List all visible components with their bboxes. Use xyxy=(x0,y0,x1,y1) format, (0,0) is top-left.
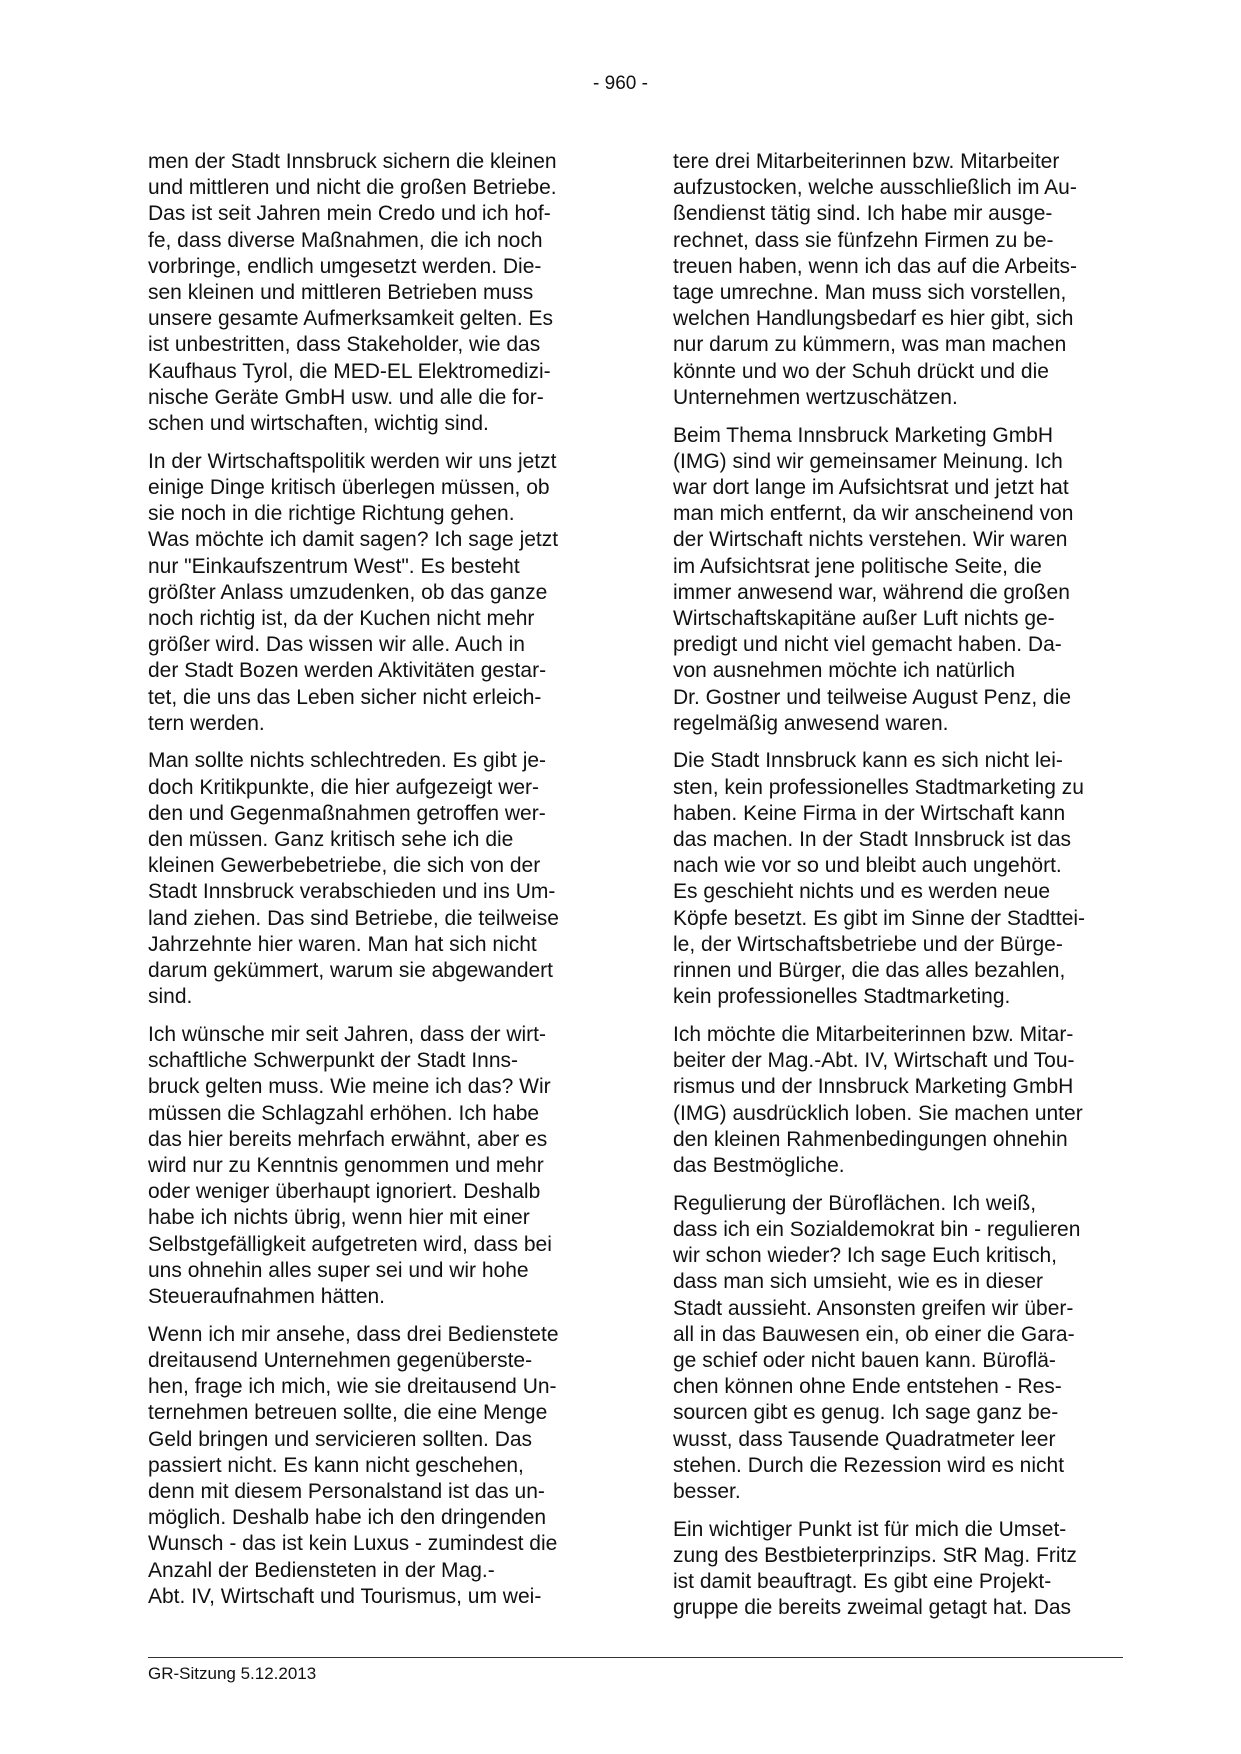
text-line: der Wirtschaft nichts verstehen. Wir waren xyxy=(673,528,1068,552)
text-line: kleinen Gewerbebetriebe, die sich von der xyxy=(148,854,541,878)
text-line: ist damit beauftragt. Es gibt eine Projekt- xyxy=(673,1570,1052,1594)
text-line: wusst, dass Tausende Quadratmeter leer xyxy=(673,1427,1056,1451)
text-line: Abt. IV, Wirtschaft und Tourismus, um wei- xyxy=(148,1584,542,1608)
text-line: dass ich ein Sozialdemokrat bin - regulieren xyxy=(673,1217,1081,1241)
text-line: schaftliche Schwerpunkt der Stadt Inns- xyxy=(148,1049,519,1073)
text-line: bruck gelten muss. Wie meine ich das? Wir xyxy=(148,1075,551,1099)
text-line: größter Anlass umzudenken, ob das ganze xyxy=(148,580,548,604)
text-line: passiert nicht. Es kann nicht geschehen, xyxy=(148,1453,524,1477)
text-line: fe, dass diverse Maßnahmen, die ich noch xyxy=(148,228,543,252)
paragraph xyxy=(148,449,600,737)
text-line: den müssen. Ganz kritisch sehe ich die xyxy=(148,828,514,852)
text-line: hen, frage ich mich, wie sie dreitausend Un- xyxy=(148,1375,557,1399)
text-line: und mittleren und nicht die großen Betriebe. xyxy=(148,176,557,200)
paragraph xyxy=(673,1191,1125,1505)
paragraph xyxy=(148,149,600,437)
text-line: Dr. Gostner und teilweise August Penz, die xyxy=(673,685,1072,709)
text-line: stehen. Durch die Rezession wird es nicht xyxy=(673,1453,1065,1477)
text-line: sen kleinen und mittleren Betrieben muss xyxy=(148,281,534,305)
text-line: nach wie vor so und bleibt auch ungehört. xyxy=(673,854,1062,878)
text-line: das hier bereits mehrfach erwähnt, aber es xyxy=(148,1127,548,1151)
text-line: Anzahl der Bediensteten in der Mag.- xyxy=(148,1558,495,1582)
text-line: all in das Bauwesen ein, ob einer die Gara- xyxy=(673,1322,1075,1346)
text-line: von ausnehmen möchte ich natürlich xyxy=(673,659,1016,683)
text-line: wir schon wieder? Ich sage Euch kritisch, xyxy=(673,1244,1057,1268)
text-line: darum gekümmert, warum sie abgewandert xyxy=(148,959,554,983)
text-line: In der Wirtschaftspolitik werden wir uns jetzt xyxy=(148,449,557,473)
text-line: Beim Thema Innsbruck Marketing GmbH xyxy=(673,423,1054,447)
text-line: tage umrechne. Man muss sich vorstellen, xyxy=(673,281,1067,305)
text-line: Die Stadt Innsbruck kann es sich nicht lei- xyxy=(673,749,1063,773)
text-line: ge schief oder nicht bauen kann. Büroflä- xyxy=(673,1348,1056,1372)
text-line: rechnet, dass sie fünfzehn Firmen zu be- xyxy=(673,228,1054,252)
text-line: Das ist seit Jahren mein Credo und ich hof- xyxy=(148,202,551,226)
text-line: ist unbestritten, dass Stakeholder, wie das xyxy=(148,333,541,357)
paragraph xyxy=(148,748,600,1010)
footer-divider xyxy=(148,1657,1123,1658)
text-line: nur "Einkaufszentrum West". Es besteht xyxy=(148,554,520,578)
text-line: dreitausend Unternehmen gegenüberste- xyxy=(148,1348,533,1372)
text-line: immer anwesend war, während die großen xyxy=(673,580,1070,604)
text-line: Jahrzehnte hier waren. Man hat sich nicht xyxy=(148,932,537,956)
text-line: schen und wirtschaften, wichtig sind. xyxy=(148,412,489,436)
paragraph xyxy=(673,1517,1125,1622)
text-line: Ich möchte die Mitarbeiterinnen bzw. Mitar- xyxy=(673,1023,1074,1046)
text-line: Unternehmen wertzuschätzen. xyxy=(673,385,958,409)
text-line: vorbringe, endlich umgesetzt werden. Die- xyxy=(148,254,542,278)
text-line: tern werden. xyxy=(148,711,265,735)
text-line: aufzustocken, welche ausschließlich im Au- xyxy=(673,176,1077,200)
text-line: der Stadt Bozen werden Aktivitäten gestar- xyxy=(148,659,547,683)
text-line: dass man sich umsieht, wie es in dieser xyxy=(673,1270,1043,1294)
text-line: größer wird. Das wissen wir alle. Auch in xyxy=(148,633,525,657)
text-line: beiter der Mag.-Abt. IV, Wirtschaft und Tou- xyxy=(673,1049,1075,1073)
text-line: Selbstgefälligkeit aufgetreten wird, dass bei xyxy=(148,1232,552,1256)
text-line: men der Stadt Innsbruck sichern die kleinen xyxy=(148,150,557,173)
text-line: sie noch in die richtige Richtung gehen. xyxy=(148,502,515,526)
text-line: Stadt aussieht. Ansonsten greifen wir über- xyxy=(673,1296,1074,1320)
text-line: regelmäßig anwesend waren. xyxy=(673,711,949,735)
text-line: nische Geräte GmbH usw. und alle die for- xyxy=(148,385,544,409)
text-line: wird nur zu Kenntnis genommen und mehr xyxy=(148,1154,544,1178)
paragraph xyxy=(673,1022,1125,1179)
text-line: Ich wünsche mir seit Jahren, dass der wirt- xyxy=(148,1023,546,1046)
text-line: sind. xyxy=(148,985,193,1009)
text-line: einige Dinge kritisch überlegen müssen, ob xyxy=(148,475,550,499)
text-line: kein professionelles Stadtmarketing. xyxy=(673,985,1011,1009)
paragraph xyxy=(148,1022,600,1310)
text-line: land ziehen. Das sind Betriebe, die teilweise xyxy=(148,906,559,930)
text-line: war dort lange im Aufsichtsrat und jetzt hat xyxy=(673,475,1069,499)
text-line: sourcen gibt es genug. Ich sage ganz be- xyxy=(673,1401,1059,1425)
text-line: predigt und nicht viel gemacht haben. Da- xyxy=(673,633,1062,657)
text-line: im Aufsichtsrat jene politische Seite, die xyxy=(673,554,1042,578)
text-line: denn mit diesem Personalstand ist das un- xyxy=(148,1479,545,1503)
text-line: haben. Keine Firma in der Wirtschaft kann xyxy=(673,801,1066,825)
text-line: doch Kritikpunkte, die hier aufgezeigt wer- xyxy=(148,775,540,799)
paragraph xyxy=(673,423,1125,737)
text-line: könnte und wo der Schuh drückt und die xyxy=(673,359,1049,383)
text-line: zung des Bestbieterprinzips. StR Mag. Fritz xyxy=(673,1543,1077,1567)
text-line: chen können ohne Ende entstehen - Res- xyxy=(673,1375,1062,1399)
text-line: das Bestmögliche. xyxy=(673,1154,845,1178)
text-line: Regulierung der Büroflächen. Ich weiß, xyxy=(673,1191,1037,1215)
text-line: Köpfe besetzt. Es gibt im Sinne der Stadttei- xyxy=(673,906,1086,930)
text-line: Stadt Innsbruck verabschieden und ins Um- xyxy=(148,880,556,904)
text-line: tet, die uns das Leben sicher nicht erleich- xyxy=(148,685,542,709)
text-line: (IMG) sind wir gemeinsamer Meinung. Ich xyxy=(673,449,1063,473)
text-line: Kaufhaus Tyrol, die MED-EL Elektromedizi- xyxy=(148,359,551,383)
text-line: Ein wichtiger Punkt ist für mich die Umset- xyxy=(673,1517,1067,1541)
text-line: noch richtig ist, da der Kuchen nicht mehr xyxy=(148,606,535,630)
text-line: le, der Wirtschaftsbetriebe und der Bürge- xyxy=(673,932,1063,956)
text-line: möglich. Deshalb habe ich den dringenden xyxy=(148,1506,547,1530)
text-line: Geld bringen und servicieren sollten. Das xyxy=(148,1427,533,1451)
text-line: rinnen und Bürger, die das alles bezahlen, xyxy=(673,959,1066,983)
text-line: den kleinen Rahmenbedingungen ohnehin xyxy=(673,1127,1068,1151)
right-column xyxy=(673,149,1125,1633)
text-line: Es geschieht nichts und es werden neue xyxy=(673,880,1051,904)
text-line: Wirtschaftskapitäne außer Luft nichts ge- xyxy=(673,606,1055,630)
text-line: nur darum zu kümmern, was man machen xyxy=(673,333,1067,357)
text-line: Wenn ich mir ansehe, dass drei Bedienstete xyxy=(148,1322,559,1346)
text-line: man mich entfernt, da wir anscheinend von xyxy=(673,502,1074,526)
text-line: ternehmen betreuen sollte, die eine Menge xyxy=(148,1401,548,1425)
text-line: Steueraufnahmen hätten. xyxy=(148,1285,386,1309)
text-line: den und Gegenmaßnahmen getroffen wer- xyxy=(148,801,546,825)
footer-session-date: GR-Sitzung 5.12.2013 xyxy=(148,1664,317,1683)
text-line: oder weniger überhaupt ignoriert. Deshalb xyxy=(148,1180,541,1204)
text-line: müssen die Schlagzahl erhöhen. Ich habe xyxy=(148,1101,540,1125)
text-line: sten, kein professionelles Stadtmarketing zu xyxy=(673,775,1084,799)
text-line: uns ohnehin alles super sei und wir hohe xyxy=(148,1258,529,1282)
paragraph xyxy=(673,748,1125,1010)
text-line: ßendienst tätig sind. Ich habe mir ausge- xyxy=(673,202,1053,226)
paragraph xyxy=(148,1322,600,1610)
text-line: (IMG) ausdrücklich loben. Sie machen unter xyxy=(673,1101,1083,1125)
page-number: - 960 - xyxy=(593,73,648,94)
text-line: rismus und der Innsbruck Marketing GmbH xyxy=(673,1075,1074,1099)
text-line: Was möchte ich damit sagen? Ich sage jetzt xyxy=(148,528,559,552)
left-column xyxy=(148,149,600,1621)
text-line: treuen haben, wenn ich das auf die Arbeits- xyxy=(673,254,1077,278)
text-line: habe ich nichts übrig, wenn hier mit einer xyxy=(148,1206,530,1230)
paragraph xyxy=(673,149,1125,411)
text-line: Man sollte nichts schlechtreden. Es gibt je- xyxy=(148,749,547,773)
text-line: tere drei Mitarbeiterinnen bzw. Mitarbeiter xyxy=(673,150,1060,173)
text-line: gruppe die bereits zweimal getagt hat. Das xyxy=(673,1596,1072,1620)
text-line: welchen Handlungsbedarf es hier gibt, sich xyxy=(673,307,1074,331)
text-line: unsere gesamte Aufmerksamkeit gelten. Es xyxy=(148,307,554,331)
text-line: das machen. In der Stadt Innsbruck ist das xyxy=(673,828,1072,852)
text-line: besser. xyxy=(673,1479,741,1503)
text-line: Wunsch - das ist kein Luxus - zumindest die xyxy=(148,1532,558,1556)
